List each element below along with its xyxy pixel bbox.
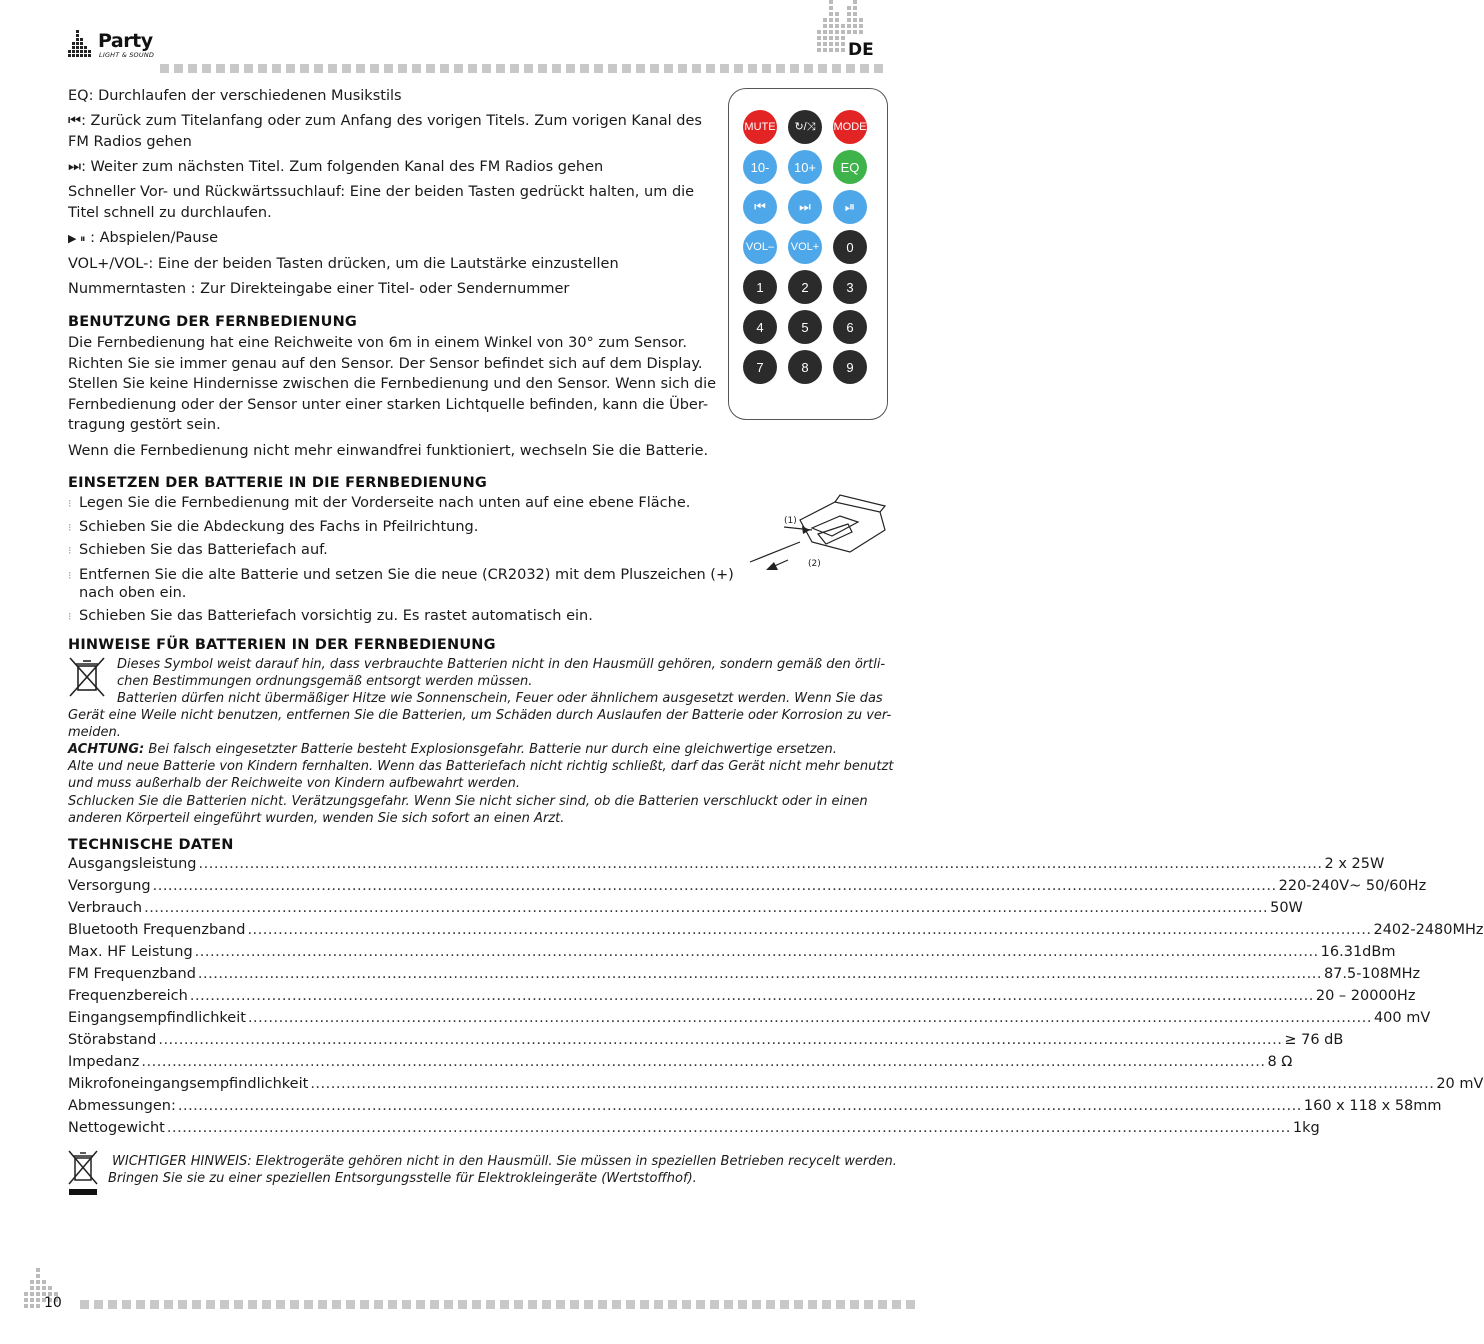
bullet-icon: ⁝ xyxy=(68,497,72,510)
remote-mode-button: MODE xyxy=(833,110,867,144)
remote-control-illustration xyxy=(728,88,888,420)
spec-leader-dots: ............................................................................................................................................................................................................................ xyxy=(144,900,1269,916)
spec-row xyxy=(68,942,1396,962)
page-number: 10 xyxy=(44,1295,62,1311)
usage-line: Richten Sie sie immer genau auf den Sensor. Der Sensor befindet sich auf dem Display. xyxy=(68,356,703,372)
battery-note-line: anderen Körperteil eingeführt wurden, wenden Sie sich sofort an einen Arzt. xyxy=(68,811,565,826)
previous-track-icon: ⏮ xyxy=(68,113,82,129)
weee-bin-icon xyxy=(68,1150,100,1198)
spec-label: Impedanz xyxy=(68,1054,140,1070)
remote-digit-3: 3 xyxy=(833,270,867,304)
crossed-bin-icon xyxy=(68,656,106,698)
prev-line-2: FM Radios gehen xyxy=(68,134,192,150)
battery-note-line: Batterien dürfen nicht übermäßiger Hitze wie Sonnenschein, Feuer oder ähnlichem ausgesetzt werden. Wenn Sie das xyxy=(117,691,883,706)
spec-value: 8 Ω xyxy=(1267,1054,1293,1070)
battery-note-line: Dieses Symbol weist darauf hin, dass verbrauchte Batterien nicht in den Hausmüll gehören, sondern gemäß den örtli- xyxy=(117,657,886,672)
figure-label-1: (1) xyxy=(784,516,797,526)
remote-minus10-button: 10- xyxy=(743,150,777,184)
spec-label: Abmessungen: xyxy=(68,1098,176,1114)
spec-row xyxy=(68,1008,1431,1028)
remote-digit-8: 8 xyxy=(788,350,822,384)
battery-note-line: chen Bestimmungen ordnungsgemäß entsorgt werden müssen. xyxy=(117,674,533,689)
battery-step-text: Schieben Sie die Abdeckung des Fachs in Pfeilrichtung. xyxy=(79,519,479,535)
prev-line xyxy=(68,111,702,131)
eq-line: EQ: Durchlaufen der verschiedenen Musikstils xyxy=(68,88,402,104)
spec-value: ≥ 76 dB xyxy=(1284,1032,1344,1048)
remote-repeat-button: ↻/⤨ xyxy=(788,110,822,144)
remote-playpause-button: ⏯ xyxy=(833,190,867,224)
battery-step xyxy=(68,606,593,627)
battery-step xyxy=(68,493,690,514)
battery-warning-line xyxy=(68,741,837,759)
disposal-line: WICHTIGER HINWEIS: Elektrogeräte gehören nicht in den Hausmüll. Sie müssen in speziellen Betrieben recycelt werden. xyxy=(112,1154,897,1169)
spec-leader-dots: ............................................................................................................................................................................................................................ xyxy=(166,1120,1291,1136)
spec-label: Ausgangsleistung xyxy=(68,856,197,872)
spec-leader-dots: ............................................................................................................................................................................................................................ xyxy=(310,1076,1435,1092)
spec-value: 400 mV xyxy=(1373,1010,1431,1026)
spec-leader-dots: ............................................................................................................................................................................................................................ xyxy=(158,1032,1283,1048)
spec-row xyxy=(68,1074,1484,1094)
spec-leader-dots: ............................................................................................................................................................................................................................ xyxy=(247,922,1372,938)
usage-line: Stellen Sie keine Hindernisse zwischen die Fernbedienung und den Sensor. Wenn sich die xyxy=(68,376,717,392)
spec-leader-dots: ............................................................................................................................................................................................................................ xyxy=(189,988,1314,1004)
usage-line: Fernbedienung oder der Sensor unter einer starken Lichtquelle befinden, kann die Über- xyxy=(68,397,709,413)
footer-divider xyxy=(80,1300,915,1309)
spec-label: Mikrofoneingangsempfindlichkeit xyxy=(68,1076,309,1092)
warning-label: ACHTUNG: xyxy=(68,742,145,757)
battery-step xyxy=(68,540,328,561)
remote-digit-5: 5 xyxy=(788,310,822,344)
remote-prev-button: ⏮ xyxy=(743,190,777,224)
spec-value: 50W xyxy=(1270,900,1303,916)
battery-note-line: Gerät eine Weile nicht benutzen, entfernen Sie die Batterien, um Schäden durch Auslaufen der Batterie oder Korrosion zu ver- xyxy=(68,708,892,723)
spec-row xyxy=(68,898,1303,918)
remote-digit-4: 4 xyxy=(743,310,777,344)
spec-leader-dots: ............................................................................................................................................................................................................................ xyxy=(198,856,1323,872)
spec-row xyxy=(68,1052,1293,1072)
spec-label: Verbrauch xyxy=(68,900,143,916)
spec-row xyxy=(68,876,1427,896)
bullet-icon: ⁝ xyxy=(68,569,72,582)
spec-label: Eingangsempfindlichkeit xyxy=(68,1010,246,1026)
next-line xyxy=(68,157,603,177)
remote-digit-1: 1 xyxy=(743,270,777,304)
spec-label: Max. HF Leistung xyxy=(68,944,193,960)
bullet-icon: ⁝ xyxy=(68,544,72,557)
brand-subtitle: LIGHT & SOUND xyxy=(99,51,155,59)
play-text: : Abspielen/Pause xyxy=(85,230,219,246)
seek-line: Schneller Vor- und Rückwärtssuchlauf: Eine der beiden Tasten gedrückt halten, um die xyxy=(68,184,695,200)
spec-leader-dots: ............................................................................................................................................................................................................................ xyxy=(197,966,1322,982)
battery-note-line: Schlucken Sie die Batterien nicht. Verätzungsgefahr. Wenn Sie nicht sicher sind, ob die Batterien verschluckt oder in einen xyxy=(68,794,868,809)
next-track-icon: ⏭ xyxy=(68,159,82,175)
remote-digit-9: 9 xyxy=(833,350,867,384)
battery-notes-heading: HINWEISE FÜR BATTERIEN IN DER FERNBEDIENUNG xyxy=(68,637,496,653)
figure-label-2: (2) xyxy=(808,559,821,569)
spec-leader-dots: ............................................................................................................................................................................................................................ xyxy=(141,1054,1266,1070)
usage-line: tragung gestört sein. xyxy=(68,417,221,433)
seek-line-2: Titel schnell zu durchlaufen. xyxy=(68,205,272,221)
spec-value: 160 x 118 x 58mm xyxy=(1303,1098,1442,1114)
spec-value: 87.5-108MHz xyxy=(1323,966,1421,982)
usage-battery-note: Wenn die Fernbedienung nicht mehr einwandfrei funktioniert, wechseln Sie die Batterie. xyxy=(68,443,709,459)
spec-value: 20 – 20000Hz xyxy=(1315,988,1416,1004)
spec-row xyxy=(68,920,1484,940)
spec-value: 16.31dBm xyxy=(1320,944,1396,960)
spec-label: Bluetooth Frequenzband xyxy=(68,922,246,938)
play-line xyxy=(68,228,218,249)
spec-row xyxy=(68,854,1385,874)
disposal-line: Bringen Sie sie zu einer speziellen Entsorgungsstelle für Elektrokleingeräte (Wertstoffhof). xyxy=(108,1171,697,1186)
spec-leader-dots: ............................................................................................................................................................................................................................ xyxy=(247,1010,1372,1026)
language-tag: DE xyxy=(848,40,874,60)
warning-text: Bei falsch eingesetzter Batterie besteht Explosionsgefahr. Batterie nur durch eine gleichwertige ersetzen. xyxy=(144,742,837,757)
spec-leader-dots: ............................................................................................................................................................................................................................ xyxy=(194,944,1319,960)
battery-step-continued: nach oben ein. xyxy=(79,585,187,601)
usage-heading: BENUTZUNG DER FERNBEDIENUNG xyxy=(68,314,358,330)
spec-value: 2402-2480MHz xyxy=(1373,922,1484,938)
remote-digit-2: 2 xyxy=(788,270,822,304)
equalizer-logo-icon xyxy=(68,26,98,60)
brand-logo xyxy=(68,26,168,62)
spec-label: Frequenzbereich xyxy=(68,988,188,1004)
remote-digit-7: 7 xyxy=(743,350,777,384)
battery-step-text: Schieben Sie das Batteriefach vorsichtig zu. Es rastet automatisch ein. xyxy=(79,608,593,624)
bullet-icon: ⁝ xyxy=(68,521,72,534)
battery-step-text: Entfernen Sie die alte Batterie und setzen Sie die neue (CR2032) mit dem Pluszeichen (+) xyxy=(79,567,734,583)
remote-vol-down-button: VOL– xyxy=(743,230,777,264)
battery-step-text: Legen Sie die Fernbedienung mit der Vorderseite nach unten auf eine ebene Fläche. xyxy=(79,495,691,511)
brand-name: Party xyxy=(98,30,153,52)
spec-value: 2 x 25W xyxy=(1324,856,1385,872)
spec-label: FM Frequenzband xyxy=(68,966,196,982)
remote-digit-0: 0 xyxy=(833,230,867,264)
remote-next-button: ⏭ xyxy=(788,190,822,224)
play-pause-icon: ▶ ⏸ xyxy=(68,232,86,245)
remote-plus10-button: 10+ xyxy=(788,150,822,184)
spec-row xyxy=(68,1030,1344,1050)
battery-note-line: und muss außerhalb der Reichweite von Kindern aufbewahrt werden. xyxy=(68,776,521,791)
header-divider xyxy=(160,64,883,73)
spec-row xyxy=(68,1096,1442,1116)
specs-heading: TECHNISCHE DATEN xyxy=(68,837,234,853)
spec-value: 220-240V~ 50/60Hz xyxy=(1278,878,1427,894)
remote-digit-6: 6 xyxy=(833,310,867,344)
next-text: : Weiter zum nächsten Titel. Zum folgenden Kanal des FM Radios gehen xyxy=(81,159,604,175)
spec-leader-dots: ............................................................................................................................................................................................................................ xyxy=(152,878,1277,894)
battery-note-line: meiden. xyxy=(68,725,121,740)
spec-row xyxy=(68,1118,1320,1138)
volume-line: VOL+/VOL-: Eine der beiden Tasten drücken, um die Lautstärke einzustellen xyxy=(68,256,619,272)
numbers-line: Nummerntasten : Zur Direkteingabe einer Titel- oder Sendernummer xyxy=(68,281,570,297)
battery-step-text: Schieben Sie das Batteriefach auf. xyxy=(79,542,328,558)
prev-text: : Zurück zum Titelanfang oder zum Anfang des vorigen Titels. Zum vorigen Kanal des xyxy=(81,113,702,129)
spec-row xyxy=(68,986,1416,1006)
spec-label: Nettogewicht xyxy=(68,1120,165,1136)
spec-label: Versorgung xyxy=(68,878,151,894)
spec-value: 20 mV xyxy=(1436,1076,1484,1092)
battery-step xyxy=(68,517,478,538)
remote-eq-button: EQ xyxy=(833,150,867,184)
bullet-icon: ⁝ xyxy=(68,610,72,623)
battery-insert-heading: EINSETZEN DER BATTERIE IN DIE FERNBEDIENUNG xyxy=(68,475,488,491)
remote-vol-up-button: VOL+ xyxy=(788,230,822,264)
spec-leader-dots: ............................................................................................................................................................................................................................ xyxy=(177,1098,1302,1114)
battery-compartment-figure xyxy=(740,490,890,580)
usage-line: Die Fernbedienung hat eine Reichweite von 6m in einem Winkel von 30° zum Sensor. xyxy=(68,335,687,351)
spec-value: 1kg xyxy=(1292,1120,1320,1136)
spec-row xyxy=(68,964,1421,984)
battery-note-line: Alte und neue Batterie von Kindern fernhalten. Wenn das Batteriefach nicht richtig schließt, darf das Gerät nicht mehr benutzt xyxy=(68,759,894,774)
remote-mute-button: MUTE xyxy=(743,110,777,144)
spec-label: Störabstand xyxy=(68,1032,157,1048)
